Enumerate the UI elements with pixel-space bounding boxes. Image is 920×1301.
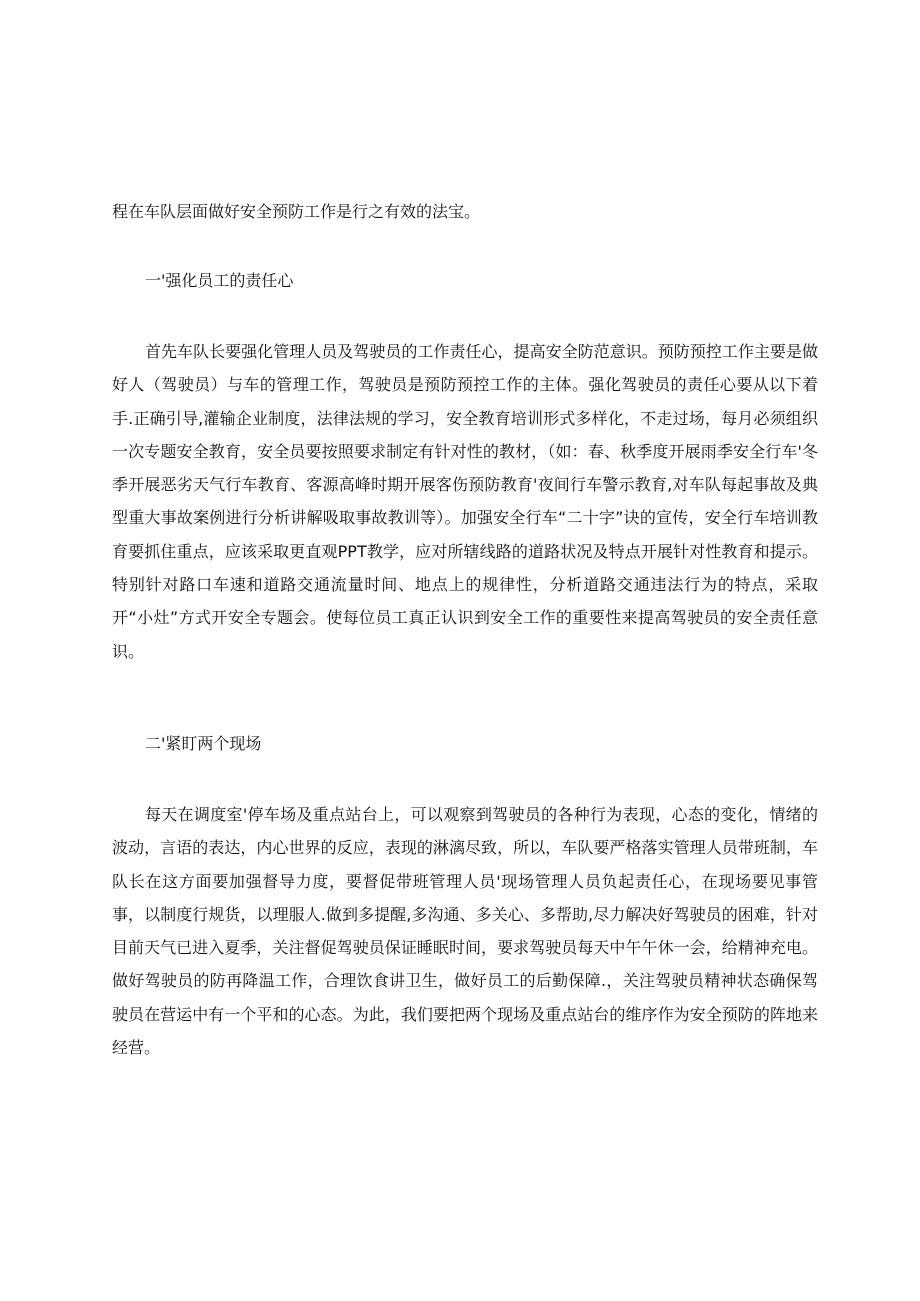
section-2-heading: 二'紧盯两个现场 [145, 734, 262, 753]
intro-paragraph: 程在车队层面做好安全预防工作是行之有效的法宝。 [112, 202, 481, 221]
section-1-body: 首先车队长要强化管理人员及驾驶员的工作责任心，提高安全防范意识。预防预控工作主要是做好人（驾驶员）与车的管理工作，驾驶员是预防预控工作的主体。强化驾驶员的责任心要从以下着手.正确引导,灌输企业制度，法律法规的学习，安全教育培训形式多样化，不走过场，每月必须组织一次专题安全教育，安全员要按照要求制定有针对性的教材，（如：春、秋季度开展雨季安全行车'冬季开展恶劣天气行车教育、客源高峰时期开展客伤预防教育'夜间行车警示教育,对车队每起事故及典型重大事故案例进行分析讲解吸取事故教训等）。加强安全行车“二十字”诀的宣传，安全行车培训教育要抓住重点，应该采取更直观PPT教学，应对所辖线路的道路状况及特点开展针对性教育和提示。特别针对路口车速和道路交通流量时间、地点上的规律性，分析道路交通违法行为的特点，采取开“小灶”方式开安全专题会。使每位员工真正认识到安全工作的重要性来提高驾驶员的安全责任意识。 [112, 342, 818, 661]
section-1-heading: 一'强化员工的责任心 [145, 271, 294, 290]
section-2-body: 每天在调度室'停车场及重点站台上，可以观察到驾驶员的各种行为表现，心态的变化，情绪的波动，言语的表达，内心世界的反应，表现的淋漓尽致，所以，车队要严格落实管理人员带班制，车队长在这方面要加强督导力度，要督促带班管理人员'现场管理人员负起责任心，在现场要见事管事，以制度行规货，以理服人.做到多提醒,多沟通、多关心、多帮助,尽力解决好驾驶员的困难，针对目前天气已进入夏季，关注督促驾驶员保证睡眠时间，要求驾驶员每天中午午休一会，给精神充电。做好驾驶员的防再降温工作，合理饮食讲卫生，做好员工的后勤保障.，关注驾驶员精神状态确保驾驶员在营运中有一个平和的心态。为此，我们要把两个现场及重点站台的维序作为安全预防的阵地来经营。 [112, 805, 818, 1058]
